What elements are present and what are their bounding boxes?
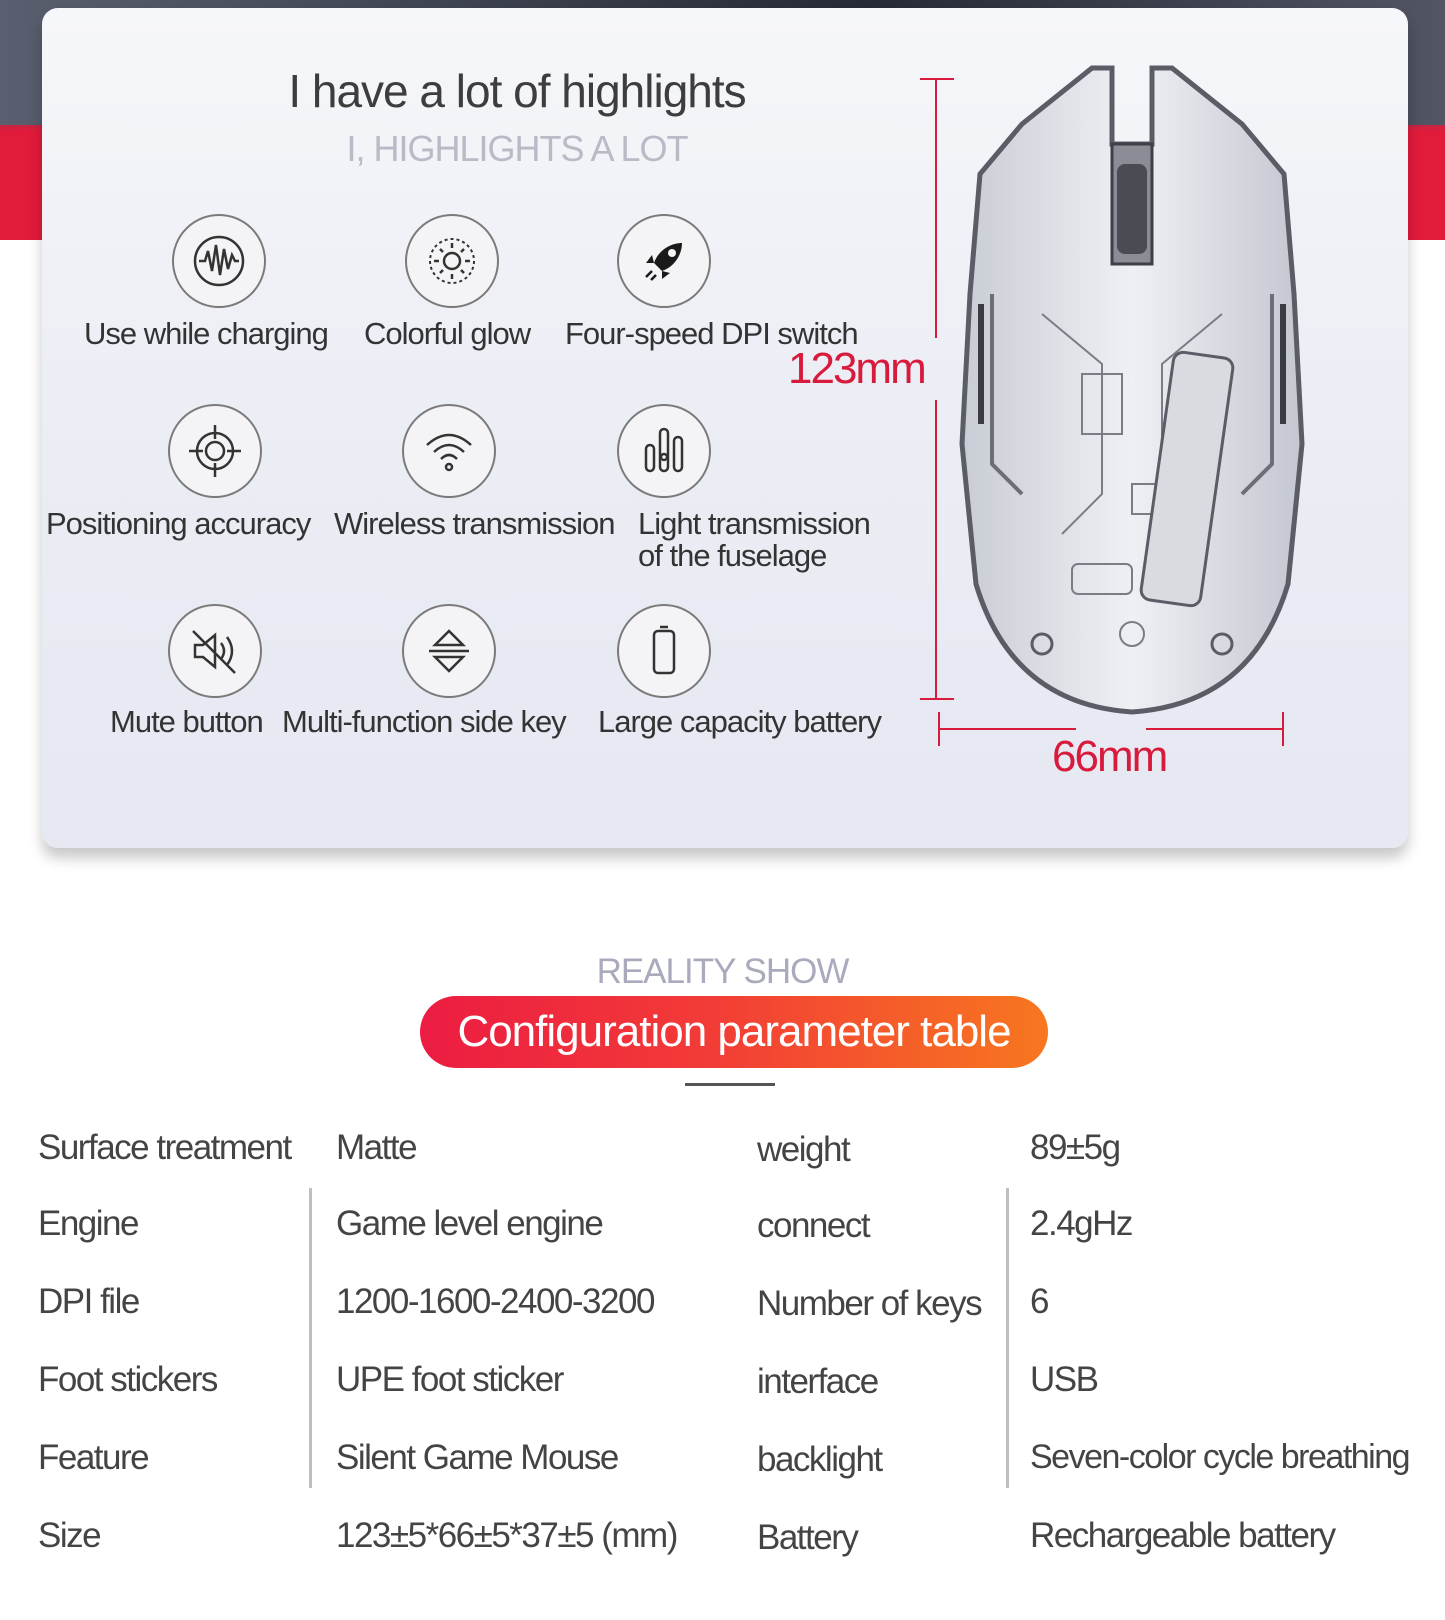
table-value: Seven-color cycle breathing <box>1030 1438 1410 1476</box>
table-value: 1200-1600-2400-3200 <box>336 1282 654 1321</box>
table-key: interface <box>757 1362 878 1401</box>
table-value: Silent Game Mouse <box>336 1438 618 1477</box>
column-separator-left <box>309 1188 312 1488</box>
config-title: Configuration parameter table <box>457 1007 1011 1056</box>
feature-label-battery: Large capacity battery <box>598 704 882 739</box>
column-separator-right <box>1006 1188 1009 1488</box>
table-key: Engine <box>38 1204 138 1243</box>
mute-speaker-icon <box>168 604 262 698</box>
feature-label-mute: Mute button <box>110 704 263 739</box>
length-dimension: 123mm <box>788 344 925 393</box>
battery-icon <box>617 604 711 698</box>
table-key: Battery <box>757 1518 858 1557</box>
table-key: connect <box>757 1206 870 1245</box>
table-key: Surface treatment <box>38 1128 291 1167</box>
transparent-mouse-illustration <box>952 64 1312 724</box>
highlights-subtitle: I, HIGHLIGHTS A LOT <box>346 128 688 169</box>
feature-label-dpi: Four-speed DPI switch <box>565 316 858 351</box>
table-key: Size <box>38 1516 101 1555</box>
table-value: 2.4gHz <box>1030 1204 1132 1243</box>
feature-label-accuracy: Positioning accuracy <box>46 506 311 541</box>
glow-sun-icon <box>405 214 499 308</box>
highlights-title: I have a lot of highlights <box>288 65 746 117</box>
feature-label-light-1: Light transmission <box>638 506 870 541</box>
table-key: Foot stickers <box>38 1360 217 1399</box>
table-key: Feature <box>38 1438 149 1477</box>
title-underline <box>685 1083 775 1086</box>
table-value: UPE foot sticker <box>336 1360 563 1399</box>
feature-label-wireless: Wireless transmission <box>334 506 615 541</box>
highlights-card <box>42 8 1408 848</box>
table-key: weight <box>757 1130 850 1169</box>
table-value: 6 <box>1030 1282 1048 1321</box>
wifi-icon <box>402 404 496 498</box>
width-line-left <box>938 728 1076 730</box>
waveform-icon <box>172 214 266 308</box>
table-value: 123±5*66±5*37±5 (mm) <box>336 1516 677 1555</box>
table-value: 89±5g <box>1030 1128 1120 1167</box>
table-key: Number of keys <box>757 1284 982 1323</box>
feature-label-side-key: Multi-function side key <box>282 704 566 739</box>
rocket-icon <box>617 214 711 308</box>
crosshair-icon <box>168 404 262 498</box>
table-value: Rechargeable battery <box>1030 1516 1335 1555</box>
table-value: Matte <box>336 1128 417 1167</box>
length-line-bottom <box>935 400 937 700</box>
feature-label-charging: Use while charging <box>84 316 328 351</box>
width-line-right <box>1146 728 1284 730</box>
feature-label-glow: Colorful glow <box>364 316 531 351</box>
reality-show-label: REALITY SHOW <box>596 952 849 991</box>
length-cap-bottom <box>920 698 954 700</box>
width-dimension: 66mm <box>1052 732 1167 781</box>
config-title-pill <box>420 996 1048 1068</box>
feature-label-light-2: of the fuselage <box>638 538 827 573</box>
length-line-top <box>935 78 937 338</box>
table-value: Game level engine <box>336 1204 603 1243</box>
table-key: DPI file <box>38 1282 139 1321</box>
up-down-arrows-icon <box>402 604 496 698</box>
length-cap-top <box>920 78 954 80</box>
table-key: backlight <box>757 1440 882 1479</box>
table-value: USB <box>1030 1360 1098 1399</box>
light-bars-icon <box>617 404 711 498</box>
